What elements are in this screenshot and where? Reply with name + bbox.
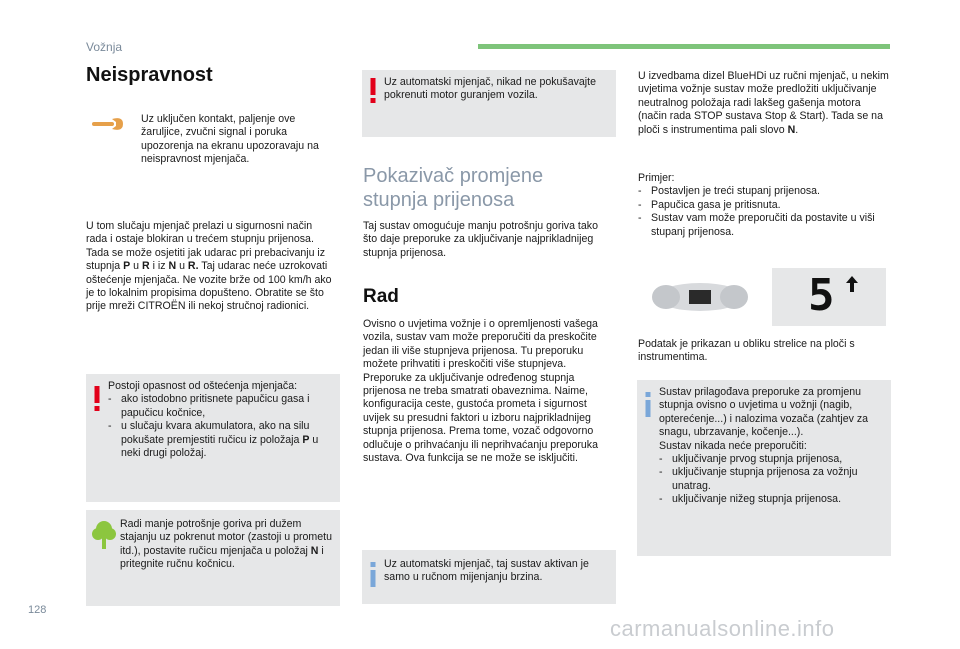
gear-display [772, 268, 886, 326]
bluehdi-paragraph: U izvedbama dizel BlueHDi uz ručni mjenjač, u nekim uvjetima vožnje sustav može predložiti uključivanje neutralnog položaja radi lakšeg gašenja motora (način rada STOP sustava Stop & Start). Tada se na ploči s instrumentima pali slovo N. [638, 70, 889, 136]
subsection-title: Rad [363, 286, 399, 307]
arrow-up-icon [846, 276, 858, 292]
automatic-info-text: Uz automatski mjenjač, taj sustav aktivan je samo u ručnom mijenjanju brzina. [384, 558, 589, 584]
example-title: Primjer: [638, 172, 675, 184]
never-recommend-item: - uključivanje prvog stupnja prijenosa, [659, 453, 887, 466]
info-icon [368, 562, 378, 588]
eco-tip-text: Radi manje potrošnje goriva pri dužem stajanju uz pokrenut motor (zastoji u prometu itd.), postavite ručicu mjenjača u položaj N i pritegnite ručnu kočnicu. [120, 518, 332, 571]
automatic-info-box [362, 550, 616, 604]
eco-tip-box [86, 510, 340, 606]
wrench-icon [90, 116, 124, 132]
info-icon [643, 392, 653, 418]
section-header: Vožnja [86, 40, 123, 54]
page-number: 128 [28, 604, 47, 616]
display-caption: Podatak je prikazan u obliku strelice na ploči s instrumentima. [638, 338, 855, 364]
never-recommend-item: - uključivanje stupnja prijenosa za vožnju unatrag. [659, 466, 887, 493]
adaptation-info-box [637, 380, 891, 556]
warning-exclamation-icon [368, 78, 378, 104]
never-recommend-item: - uključivanje nižeg stupnja prijenosa. [659, 493, 887, 506]
section-title: Pokazivač promjene stupnja prijenosa [363, 165, 544, 211]
example-block [638, 172, 890, 239]
example-item: - Sustav vam može preporučiti da postavite u viši stupanj prijenosa. [638, 212, 890, 239]
warning-exclamation-icon [92, 386, 102, 412]
warning-item: - u slučaju kvara akumulatora, ako na silu pokušate premjestiti ručicu iz položaja P u neki drugi položaj. [108, 420, 336, 460]
gear-number: 5 [808, 270, 835, 321]
wrench-warning-text: Uz uključen kontakt, paljenje ove žaruljice, zvučni signal i poruka upozorenja na ekranu upozoravaju na neispravnost mjenjača. [141, 113, 319, 166]
dashboard-icon [640, 270, 760, 324]
example-item: - Papučica gasa je pritisnuta. [638, 199, 890, 212]
watermark: carmanualsonline.info [610, 616, 835, 641]
operation-paragraph: Ovisno o uvjetima vožnje i o opremljenosti vašega vozila, sustav vam može preporučiti da preskočite jedan ili više stupnjeva prijenosa. Tu preporuku možete prihvatiti i preskočiti više stupnjeva. Preporuke za uključivanje određenog stupnja prijenosa ne treba smatrati obaveznima. Naime, konfiguracija ceste, gustoća prometa i sigurnost uvijek su presudni faktori u izboru najprikladnijeg stupnja prijenosa. Prema tome, vozač odgovorno odlučuje o prihvaćanju ili neprihvaćanju preporuka sustava. Ova funkcija se ne može se isključiti. [363, 318, 598, 465]
never-recommend-title: Sustav nikada neće preporučiti: [659, 439, 807, 452]
gear-indicator-intro: Taj sustav omogućuje manju potrošnju goriva tako što daje preporuke za uključivanje najprikladnijeg stupnja prijenosa. [363, 220, 598, 259]
push-start-warning [362, 70, 616, 137]
page-title: Neispravnost [86, 64, 213, 86]
example-item: - Postavljen je treći stupanj prijenosa. [638, 185, 890, 198]
warning-item: - ako istodobno pritisnete papučicu gasa i papučicu kočnice, [108, 393, 336, 420]
warning-intro: Postoji opasnost od oštećenja mjenjača: [108, 380, 298, 392]
instrument-panel-illustration [640, 270, 760, 324]
push-start-warning-text: Uz automatski mjenjač, nikad ne pokušavajte pokrenuti motor guranjem vozila. [384, 76, 596, 102]
failure-paragraph: U tom slučaju mjenjač prelazi u sigurnosni način rada i ostaje blokiran u trećem stupnju prijenosa. Tada se može osjetiti jak udarac pri prebacivanju iz stupnja P u R i iz N u R. Taj udarac neće uzrokovati oštećenje mjenjača. Ne vozite brže od 100 km/h ako je to lokalnim propisima dopušteno. Obratite se što prije mreži CITROËN ili nekoj stručnoj radionici. [86, 220, 332, 313]
eco-tree-icon [92, 520, 116, 550]
adaptation-text: Sustav prilagođava preporuke za promjenu stupnja ovisno o uvjetima u vožnji (nagib, opterećenje...) i nalozima vozača (zahtjev za snagu, ubrzavanje, kočenje...). [659, 386, 869, 439]
gearbox-damage-warning [86, 374, 340, 502]
header-bar [478, 44, 890, 49]
